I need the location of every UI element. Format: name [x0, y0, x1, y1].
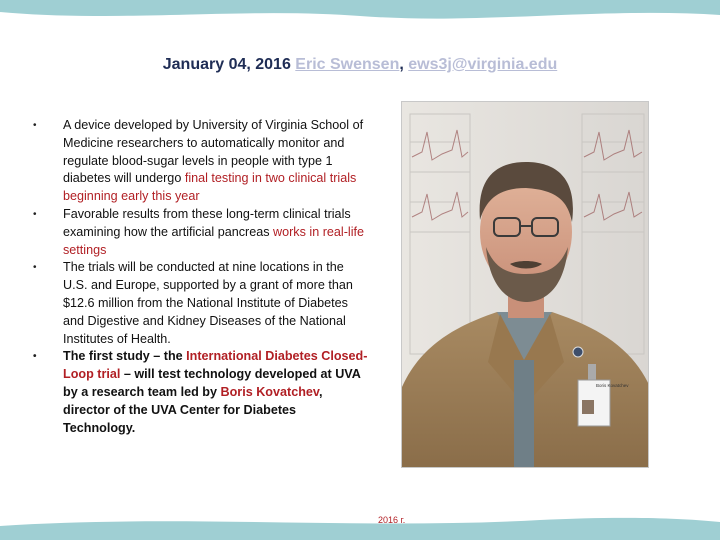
- bullet-list: [30, 117, 370, 437]
- top-decorative-band: [0, 0, 720, 30]
- bullet-4-person: Boris Kovatchev: [220, 384, 319, 399]
- bullet-4-trial-name: International Diabetes Closed-Loop trial: [63, 349, 368, 382]
- year-footnote: 2016 г.: [378, 515, 406, 525]
- bullet-2-text: Favorable results from these long-term clinical trials examining how the artificial pancreas: [63, 206, 351, 239]
- author-email-link[interactable]: ews3j@virginia.edu: [408, 56, 558, 73]
- bullet-1-highlight: final testing in two clinical trials beginning early this year: [63, 171, 357, 204]
- portrait-photo: [401, 101, 649, 468]
- bullet-4-lead: The first study – the: [63, 349, 187, 364]
- author-name-link[interactable]: Eric Swensen: [295, 56, 400, 73]
- bullet-dot: •: [33, 208, 37, 220]
- article-date: January 04, 2016: [162, 56, 291, 73]
- bullet-4-tail: , director of the UVA Center for Diabetes Technology.: [63, 384, 323, 435]
- bullet-dot: •: [33, 120, 37, 131]
- portrait-illustration: [402, 102, 649, 468]
- bullet-item-results: [30, 206, 370, 259]
- bullet-1-text: A device developed by University of Virginia School of Medicine researchers to automatically monitor and regulate blood-sugar levels in people with type 1 diabetes will undergo: [63, 118, 364, 186]
- bullet-3-text: The trials will be conducted at nine locations in the U.S. and Europe, supported by a grant of more than $12.6 million from the National Institute of Diabetes and Digestive and Kidney Diseases of the National Institutes of Health.: [63, 260, 353, 346]
- bullet-4-mid: – will test technology developed at UVA by a research team led by: [63, 367, 361, 399]
- badge-name: Boris Kovatchev: [596, 383, 629, 388]
- bottom-decorative-band: [0, 500, 720, 540]
- bullet-dot: •: [33, 262, 37, 274]
- heading-separator: ,: [399, 56, 404, 73]
- bullet-2-highlight: works in real-life settings: [63, 224, 364, 257]
- slide-heading: [0, 56, 720, 74]
- bullet-item-device: [30, 117, 370, 206]
- bullet-item-locations: [30, 259, 370, 348]
- bullet-dot: •: [33, 351, 37, 363]
- bullet-item-first-study: [30, 348, 370, 437]
